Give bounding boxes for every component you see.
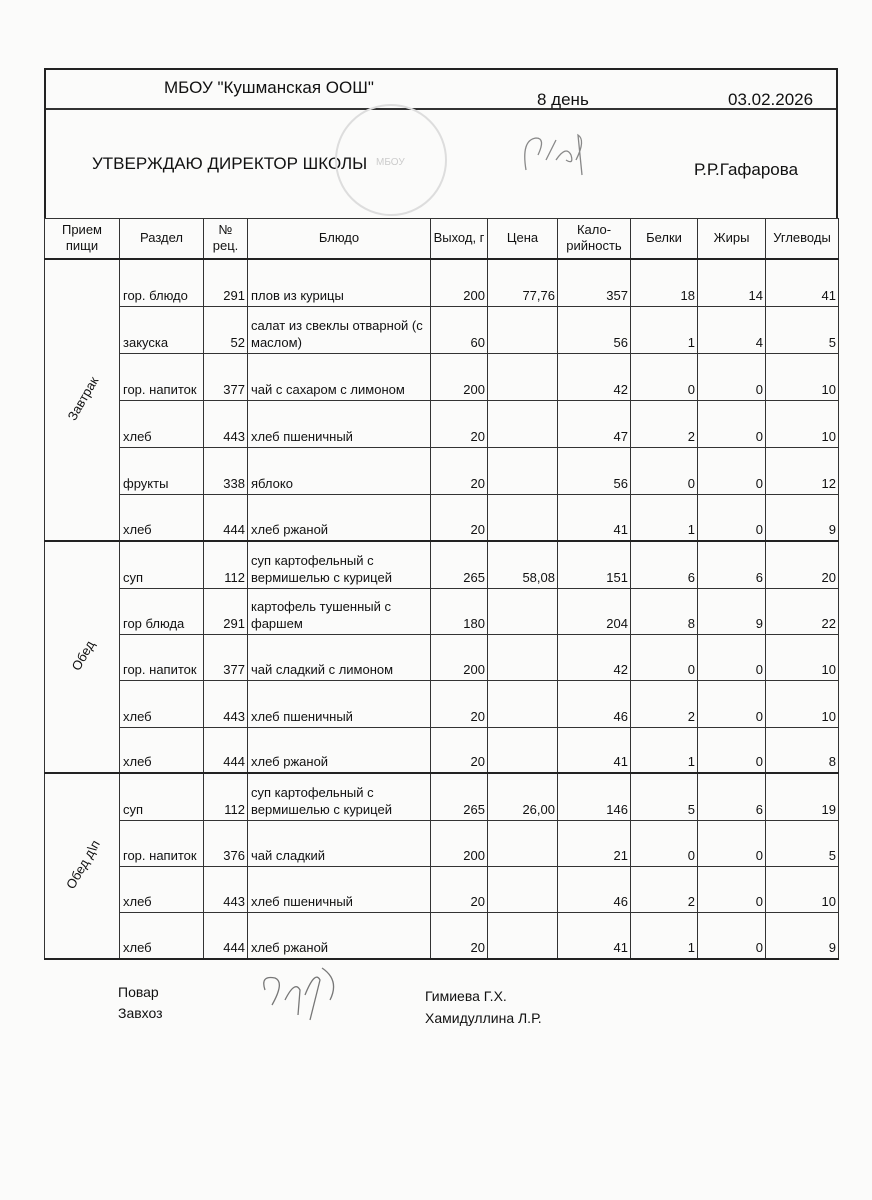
- yield-cell: 180: [431, 589, 488, 635]
- section-cell: гор блюда: [120, 589, 204, 635]
- calories-cell: 56: [558, 307, 631, 354]
- protein-cell: 1: [631, 728, 698, 773]
- protein-cell: 0: [631, 635, 698, 681]
- fat-cell: 9: [698, 589, 766, 635]
- svg-text:МБОУ: МБОУ: [376, 157, 405, 168]
- table-row: [45, 867, 839, 913]
- recipe-number-cell: 443: [204, 867, 248, 913]
- dish-cell: чай сладкий: [248, 821, 431, 867]
- yield-cell: 20: [431, 495, 488, 541]
- dish-cell: чай с сахаром с лимоном: [248, 354, 431, 401]
- protein-cell: 0: [631, 821, 698, 867]
- cook-name: Гимиева Г.Х.: [425, 988, 507, 1004]
- meal-name: Обед д\п: [62, 837, 103, 892]
- price-cell: [488, 728, 558, 773]
- table-row: [45, 448, 839, 495]
- menu-table: [44, 218, 839, 960]
- calories-cell: 204: [558, 589, 631, 635]
- recipe-number-cell: 291: [204, 259, 248, 307]
- calories-cell: 151: [558, 541, 631, 589]
- col-calories: Кало-рийность: [558, 219, 631, 259]
- yield-cell: 20: [431, 401, 488, 448]
- calories-cell: 46: [558, 867, 631, 913]
- price-cell: [488, 401, 558, 448]
- table-row: [45, 681, 839, 728]
- protein-cell: 2: [631, 401, 698, 448]
- dish-cell: суп картофельный с вермишелью с курицей: [248, 773, 431, 821]
- yield-cell: 200: [431, 354, 488, 401]
- fat-cell: 14: [698, 259, 766, 307]
- table-row: [45, 635, 839, 681]
- recipe-number-cell: 444: [204, 728, 248, 773]
- table-row: [45, 541, 839, 589]
- fat-cell: 0: [698, 495, 766, 541]
- col-section: Раздел: [120, 219, 204, 259]
- yield-cell: 20: [431, 913, 488, 959]
- dish-cell: хлеб пшеничный: [248, 681, 431, 728]
- recipe-number-cell: 112: [204, 773, 248, 821]
- section-cell: хлеб: [120, 728, 204, 773]
- calories-cell: 41: [558, 728, 631, 773]
- section-cell: хлеб: [120, 681, 204, 728]
- fat-cell: 0: [698, 401, 766, 448]
- col-yield: Выход, г: [431, 219, 488, 259]
- fat-cell: 0: [698, 913, 766, 959]
- carbs-cell: 10: [766, 354, 839, 401]
- carbs-cell: 19: [766, 773, 839, 821]
- protein-cell: 8: [631, 589, 698, 635]
- dish-cell: хлеб ржаной: [248, 913, 431, 959]
- section-cell: гор. блюдо: [120, 259, 204, 307]
- protein-cell: 1: [631, 307, 698, 354]
- col-recipe: № рец.: [204, 219, 248, 259]
- protein-cell: 6: [631, 541, 698, 589]
- director-name: Р.Р.Гафарова: [694, 160, 799, 179]
- price-cell: [488, 821, 558, 867]
- calories-cell: 42: [558, 635, 631, 681]
- col-protein: Белки: [631, 219, 698, 259]
- yield-cell: 20: [431, 867, 488, 913]
- director-signature: [516, 130, 596, 180]
- dish-cell: хлеб ржаной: [248, 728, 431, 773]
- recipe-number-cell: 444: [204, 913, 248, 959]
- fat-cell: 0: [698, 448, 766, 495]
- carbs-cell: 5: [766, 307, 839, 354]
- carbs-cell: 12: [766, 448, 839, 495]
- section-cell: хлеб: [120, 867, 204, 913]
- fat-cell: 0: [698, 821, 766, 867]
- meal-name: Обед: [68, 637, 97, 674]
- calories-cell: 47: [558, 401, 631, 448]
- recipe-number-cell: 443: [204, 401, 248, 448]
- protein-cell: 0: [631, 448, 698, 495]
- carbs-cell: 5: [766, 821, 839, 867]
- section-cell: закуска: [120, 307, 204, 354]
- fat-cell: 0: [698, 635, 766, 681]
- fat-cell: 4: [698, 307, 766, 354]
- dish-cell: яблоко: [248, 448, 431, 495]
- protein-cell: 1: [631, 913, 698, 959]
- carbs-cell: 10: [766, 867, 839, 913]
- dish-cell: хлеб ржаной: [248, 495, 431, 541]
- price-cell: [488, 913, 558, 959]
- section-cell: суп: [120, 773, 204, 821]
- fat-cell: 0: [698, 728, 766, 773]
- dish-cell: хлеб пшеничный: [248, 401, 431, 448]
- recipe-number-cell: 444: [204, 495, 248, 541]
- fat-cell: 0: [698, 867, 766, 913]
- supply-name: Хамидуллина Л.Р.: [425, 1010, 542, 1026]
- yield-cell: 200: [431, 259, 488, 307]
- calories-cell: 42: [558, 354, 631, 401]
- table-row: [45, 728, 839, 773]
- table-row: [45, 913, 839, 959]
- price-cell: 26,00: [488, 773, 558, 821]
- carbs-cell: 41: [766, 259, 839, 307]
- section-cell: фрукты: [120, 448, 204, 495]
- meal-name-cell: [45, 773, 120, 959]
- dish-cell: хлеб пшеничный: [248, 867, 431, 913]
- recipe-number-cell: 376: [204, 821, 248, 867]
- col-price: Цена: [488, 219, 558, 259]
- recipe-number-cell: 291: [204, 589, 248, 635]
- price-cell: 77,76: [488, 259, 558, 307]
- table-header-row: [45, 219, 839, 259]
- meal-name-cell: [45, 259, 120, 541]
- dish-cell: суп картофельный с вермишелью с курицей: [248, 541, 431, 589]
- table-row: [45, 495, 839, 541]
- recipe-number-cell: 52: [204, 307, 248, 354]
- dish-cell: салат из свеклы отварной (с маслом): [248, 307, 431, 354]
- fat-cell: 0: [698, 681, 766, 728]
- protein-cell: 0: [631, 354, 698, 401]
- yield-cell: 20: [431, 448, 488, 495]
- table-row: [45, 259, 839, 307]
- carbs-cell: 10: [766, 401, 839, 448]
- cook-signature: [250, 960, 350, 1030]
- carbs-cell: 20: [766, 541, 839, 589]
- yield-cell: 265: [431, 541, 488, 589]
- yield-cell: 20: [431, 728, 488, 773]
- recipe-number-cell: 112: [204, 541, 248, 589]
- price-cell: [488, 354, 558, 401]
- calories-cell: 41: [558, 495, 631, 541]
- dish-cell: чай сладкий с лимоном: [248, 635, 431, 681]
- calories-cell: 21: [558, 821, 631, 867]
- dish-cell: картофель тушенный с фаршем: [248, 589, 431, 635]
- recipe-number-cell: 377: [204, 354, 248, 401]
- col-fat: Жиры: [698, 219, 766, 259]
- table-row: [45, 821, 839, 867]
- recipe-number-cell: 377: [204, 635, 248, 681]
- price-cell: [488, 448, 558, 495]
- price-cell: [488, 635, 558, 681]
- table-row: [45, 354, 839, 401]
- price-cell: [488, 589, 558, 635]
- supply-label: Завхоз: [118, 1005, 163, 1021]
- section-cell: гор. напиток: [120, 821, 204, 867]
- fat-cell: 6: [698, 541, 766, 589]
- document-header: [44, 68, 838, 218]
- yield-cell: 200: [431, 821, 488, 867]
- yield-cell: 200: [431, 635, 488, 681]
- section-cell: хлеб: [120, 401, 204, 448]
- date: 03.02.2026: [728, 90, 814, 109]
- cook-label: Повар: [118, 984, 159, 1000]
- calories-cell: 46: [558, 681, 631, 728]
- calories-cell: 357: [558, 259, 631, 307]
- table-row: [45, 307, 839, 354]
- col-meal: Прием пищи: [45, 219, 120, 259]
- recipe-number-cell: 338: [204, 448, 248, 495]
- day-label: 8 день: [537, 90, 589, 109]
- section-cell: хлеб: [120, 913, 204, 959]
- section-cell: суп: [120, 541, 204, 589]
- section-cell: гор. напиток: [120, 354, 204, 401]
- carbs-cell: 9: [766, 913, 839, 959]
- calories-cell: 146: [558, 773, 631, 821]
- meal-name: Завтрак: [64, 374, 101, 423]
- protein-cell: 18: [631, 259, 698, 307]
- recipe-number-cell: 443: [204, 681, 248, 728]
- calories-cell: 56: [558, 448, 631, 495]
- protein-cell: 2: [631, 681, 698, 728]
- yield-cell: 20: [431, 681, 488, 728]
- protein-cell: 5: [631, 773, 698, 821]
- protein-cell: 1: [631, 495, 698, 541]
- price-cell: 58,08: [488, 541, 558, 589]
- table-row: [45, 773, 839, 821]
- section-cell: гор. напиток: [120, 635, 204, 681]
- meal-name-cell: [45, 541, 120, 773]
- school-stamp: [326, 100, 456, 220]
- school-name: МБОУ "Кушманская ООШ": [164, 78, 374, 97]
- price-cell: [488, 307, 558, 354]
- section-cell: хлеб: [120, 495, 204, 541]
- carbs-cell: 10: [766, 681, 839, 728]
- protein-cell: 2: [631, 867, 698, 913]
- col-dish: Блюдо: [248, 219, 431, 259]
- carbs-cell: 9: [766, 495, 839, 541]
- fat-cell: 0: [698, 354, 766, 401]
- fat-cell: 6: [698, 773, 766, 821]
- price-cell: [488, 681, 558, 728]
- carbs-cell: 22: [766, 589, 839, 635]
- dish-cell: плов из курицы: [248, 259, 431, 307]
- carbs-cell: 10: [766, 635, 839, 681]
- yield-cell: 60: [431, 307, 488, 354]
- col-carbs: Углеводы: [766, 219, 839, 259]
- calories-cell: 41: [558, 913, 631, 959]
- price-cell: [488, 495, 558, 541]
- price-cell: [488, 867, 558, 913]
- approval-text: УТВЕРЖДАЮ ДИРЕКТОР ШКОЛЫ: [92, 154, 368, 173]
- table-row: [45, 401, 839, 448]
- yield-cell: 265: [431, 773, 488, 821]
- carbs-cell: 8: [766, 728, 839, 773]
- table-row: [45, 589, 839, 635]
